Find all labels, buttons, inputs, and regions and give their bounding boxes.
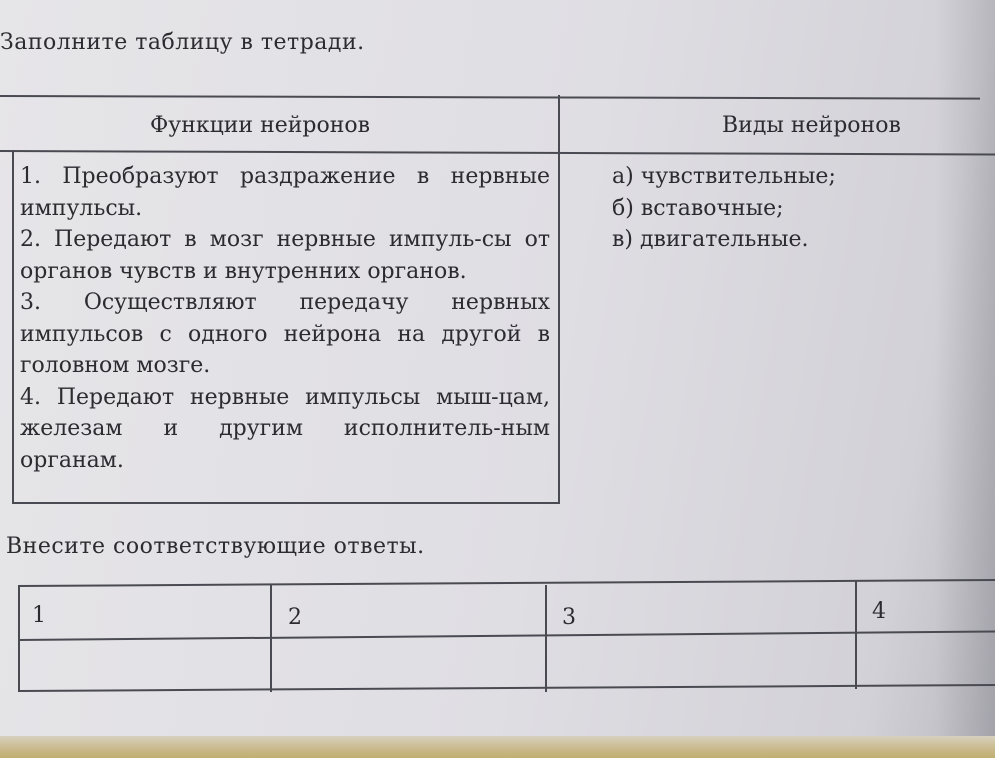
answer-header-2: 2 xyxy=(288,605,302,630)
functions-list xyxy=(20,161,550,476)
answer-divider-2 xyxy=(545,585,547,692)
answer-header-3: 3 xyxy=(562,605,576,630)
table-left-border xyxy=(12,150,14,504)
type-item-b: б) вставочные; xyxy=(612,195,784,221)
function-item-4: 4. Передают нервные импульсы мыш-цам, железам и другим исполнитель-ным органам. xyxy=(20,384,550,473)
table-column-divider xyxy=(558,95,560,504)
answer-header-1: 1 xyxy=(32,603,46,628)
page-bottom-edge xyxy=(0,736,995,758)
answer-bottom-border xyxy=(18,684,995,692)
table-bottom-border xyxy=(12,502,560,504)
answer-divider-3 xyxy=(855,581,857,689)
types-list xyxy=(612,161,836,256)
function-item-2: 2. Передают в мозг нервные импуль-сы от органов чувств и внутренних органов. xyxy=(20,227,550,284)
table-top-border xyxy=(0,95,980,100)
answer-middle-border xyxy=(18,630,995,641)
answer-title: Внесите соответствующие ответы. xyxy=(6,534,425,559)
answer-left-border xyxy=(18,585,20,692)
function-item-3: 3. Осуществляют передачу нервных импульсов с одного нейрона на другой в головном мозге. xyxy=(20,290,550,378)
answer-divider-1 xyxy=(270,585,272,692)
neurons-table xyxy=(0,95,995,503)
type-item-a: а) чувствительные; xyxy=(612,164,836,189)
header-functions: Функции нейронов xyxy=(150,113,371,138)
answer-top-border xyxy=(18,579,995,587)
answer-table xyxy=(0,585,995,695)
type-item-c: в) двигательные. xyxy=(612,227,809,252)
table-header-divider xyxy=(0,150,995,155)
header-types: Виды нейронов xyxy=(722,113,901,138)
task-title: Заполните таблицу в тетради. xyxy=(0,30,365,55)
function-item-1: 1. Преобразуют раздражение в нервные импульсы. xyxy=(20,164,550,221)
answer-header-4: 4 xyxy=(872,599,886,624)
